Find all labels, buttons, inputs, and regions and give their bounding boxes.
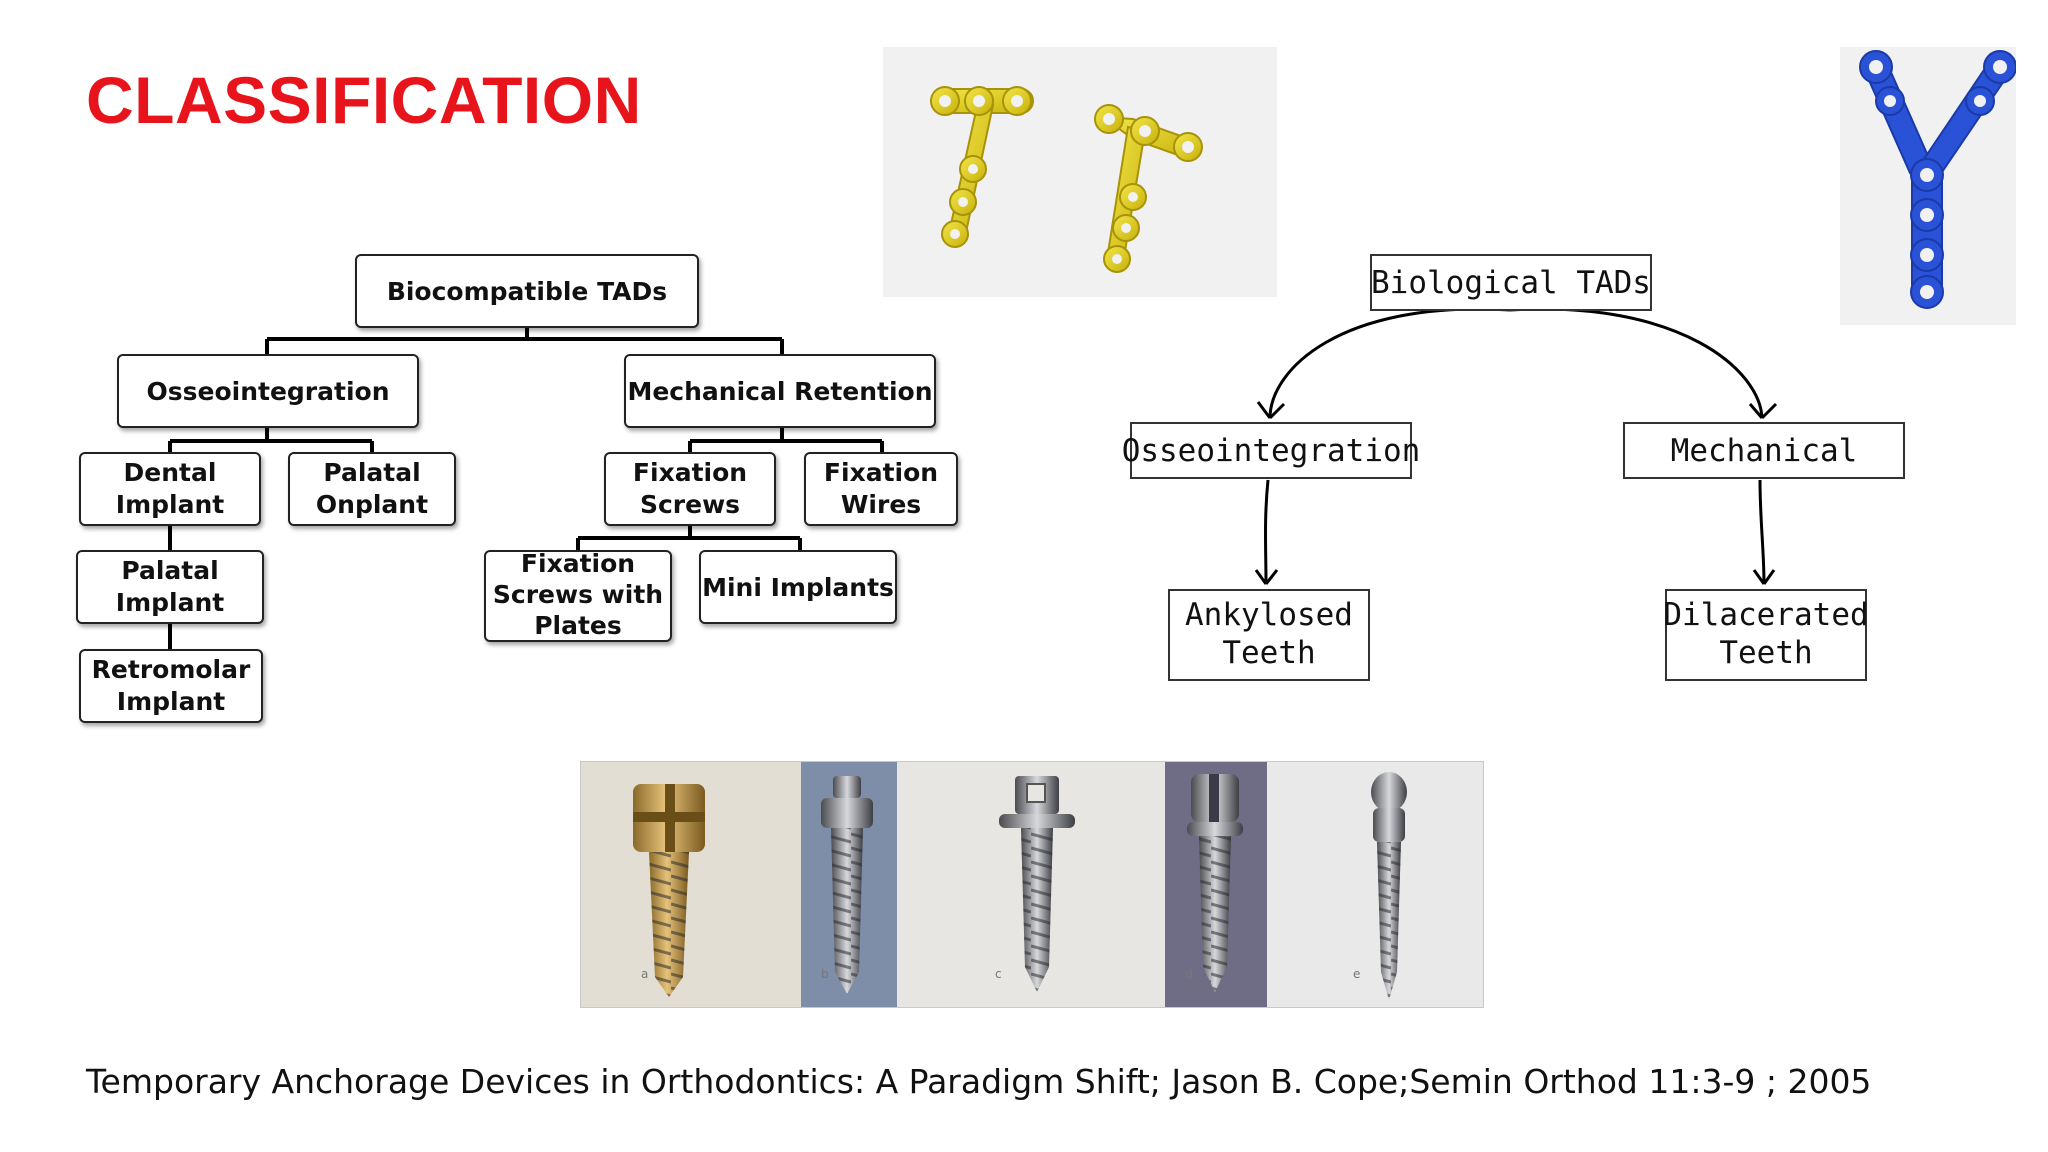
screw-label-c: c: [995, 967, 1002, 981]
slide-title: CLASSIFICATION: [86, 63, 642, 137]
screw-label-e: e: [1353, 967, 1361, 981]
node-dental-implant-line2: Implant: [115, 490, 225, 519]
node-retromolar-implant-line1: Retromolar: [91, 655, 251, 684]
node-dilacerated-line2: Teeth: [1719, 635, 1813, 671]
node-mechanical-retention: Mechanical Retention: [627, 377, 933, 406]
node-fixation-plates-line1: Fixation: [520, 549, 636, 578]
node-osseointegration: Osseointegration: [146, 377, 390, 406]
node-fixation-plates-line3: Plates: [534, 611, 622, 640]
node-ankylosed-line2: Teeth: [1222, 635, 1316, 671]
node-mini-implants: Mini Implants: [702, 573, 894, 602]
node-palatal-onplant-line2: Onplant: [315, 490, 429, 519]
node-palatal-implant-line1: Palatal: [121, 556, 219, 585]
node-ankylosed-line1: Ankylosed: [1185, 597, 1353, 633]
node-fixation-screws-line1: Fixation: [632, 458, 748, 487]
biological-tree: [1100, 240, 1920, 690]
node-biological-tads: Biological TADs: [1371, 265, 1651, 301]
screw-label-a: a: [641, 967, 649, 981]
node-fixation-wires-line2: Wires: [840, 490, 922, 519]
node-dilacerated-line1: Dilacerated: [1663, 597, 1869, 633]
node-biocompatible-tads: Biocompatible TADs: [386, 277, 668, 306]
citation-text: Temporary Anchorage Devices in Orthodontics: A Paradigm Shift; Jason B. Cope;Semin Orthod 11:3-9 ; 2005: [86, 1062, 1872, 1101]
node-mechanical: Mechanical: [1670, 433, 1858, 469]
node-palatal-implant-line2: Implant: [115, 588, 225, 617]
node-fixation-plates-line2: Screws with: [492, 580, 664, 609]
node-palatal-onplant-line1: Palatal: [323, 458, 421, 487]
screw-label-d: d: [1185, 967, 1193, 981]
node-fixation-screws-line2: Screws: [639, 490, 741, 519]
node-retromolar-implant-line2: Implant: [116, 687, 226, 716]
node-fixation-wires-line1: Fixation: [823, 458, 939, 487]
node-osseointegration-bio: Osseointegration: [1121, 433, 1421, 469]
biocompatible-tree: [0, 0, 1000, 740]
mini-screws-image: [580, 761, 1484, 1008]
screw-label-b: b: [821, 967, 829, 981]
node-dental-implant-line1: Dental: [123, 458, 217, 487]
